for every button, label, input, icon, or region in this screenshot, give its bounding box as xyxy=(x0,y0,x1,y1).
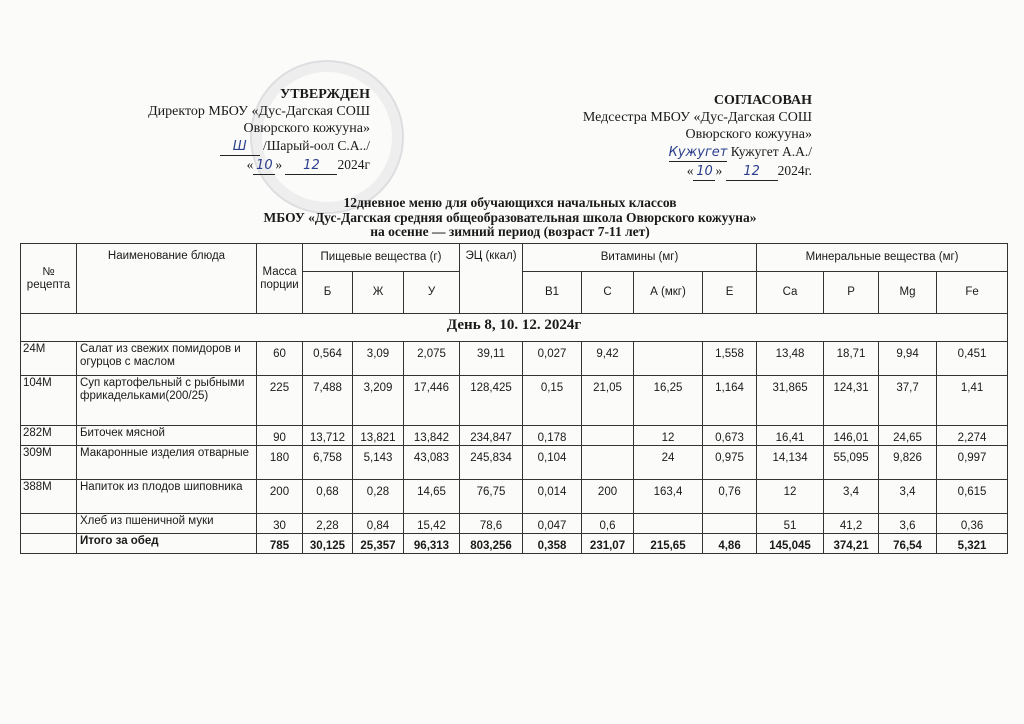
subheader-cell: Са xyxy=(757,272,824,314)
cell-b1: 0,104 xyxy=(523,446,582,480)
subheader-cell: С xyxy=(582,272,634,314)
cell-b: 6,758 xyxy=(303,446,353,480)
cell-u: 96,313 xyxy=(404,534,460,554)
recipe-code: 309М xyxy=(21,446,77,480)
cell-fe: 0,36 xyxy=(937,514,1008,534)
agreement-signature: Кужугет xyxy=(668,145,728,160)
cell-ec: 128,425 xyxy=(460,376,523,426)
subheader-cell: В1 xyxy=(523,272,582,314)
cell-mg: 76,54 xyxy=(879,534,937,554)
subheader-cell: Е xyxy=(703,272,757,314)
dish-name: Итого за обед xyxy=(77,534,257,554)
cell-b: 0,564 xyxy=(303,342,353,376)
cell-zh: 13,821 xyxy=(353,426,404,446)
cell-ec: 803,256 xyxy=(460,534,523,554)
cell-a: 12 xyxy=(634,426,703,446)
approval-signer-name: /Шарый-оол С.А../ xyxy=(263,138,370,153)
cell-fe: 0,615 xyxy=(937,480,1008,514)
cell-b1: 0,027 xyxy=(523,342,582,376)
cell-mass: 30 xyxy=(257,514,303,534)
agreement-org: Овюрского кожууна» xyxy=(685,127,812,142)
table-row xyxy=(21,426,1008,446)
recipe-code: 388М xyxy=(21,480,77,514)
cell-c: 200 xyxy=(582,480,634,514)
approval-org: Овюрского кожууна» xyxy=(243,121,370,136)
header-mass: Масса порции xyxy=(257,244,303,314)
cell-c xyxy=(582,446,634,480)
dish-name: Биточек мясной xyxy=(77,426,257,446)
cell-ca: 51 xyxy=(757,514,824,534)
agreement-position: Медсестра МБОУ «Дус-Дагская СОШ xyxy=(582,110,812,125)
cell-b: 13,712 xyxy=(303,426,353,446)
agreement-signature-line xyxy=(560,143,812,162)
dish-name: Напиток из плодов шиповника xyxy=(77,480,257,514)
recipe-code: 24М xyxy=(21,342,77,376)
cell-fe: 0,451 xyxy=(937,342,1008,376)
table-row xyxy=(21,446,1008,480)
cell-b1: 0,15 xyxy=(523,376,582,426)
agreement-date: « 10 » 12 2024г. xyxy=(686,163,812,179)
cell-p: 146,01 xyxy=(824,426,879,446)
table-row xyxy=(21,480,1008,514)
cell-ec: 234,847 xyxy=(460,426,523,446)
cell-ec: 78,6 xyxy=(460,514,523,534)
agreement-block xyxy=(560,92,812,181)
cell-p: 124,31 xyxy=(824,376,879,426)
cell-u: 15,42 xyxy=(404,514,460,534)
dish-name: Салат из свежих помидоров и огурцов с маслом xyxy=(77,342,257,376)
agreement-date-day: 10 xyxy=(693,163,715,181)
dish-name: Хлеб из пшеничной муки xyxy=(77,514,257,534)
cell-e: 0,673 xyxy=(703,426,757,446)
cell-p: 374,21 xyxy=(824,534,879,554)
cell-b1: 0,014 xyxy=(523,480,582,514)
cell-u: 17,446 xyxy=(404,376,460,426)
approval-heading: УТВЕРЖДЕН xyxy=(279,87,370,102)
approval-date: « 10 » 12 2024г xyxy=(246,157,370,173)
cell-zh: 3,209 xyxy=(353,376,404,426)
recipe-code xyxy=(21,514,77,534)
subheader-cell: Fe xyxy=(937,272,1008,314)
menu-table xyxy=(20,243,1008,554)
total-row xyxy=(21,534,1008,554)
cell-b: 0,68 xyxy=(303,480,353,514)
cell-b: 30,125 xyxy=(303,534,353,554)
cell-zh: 0,28 xyxy=(353,480,404,514)
cell-ca: 16,41 xyxy=(757,426,824,446)
cell-ca: 14,134 xyxy=(757,446,824,480)
cell-a: 24 xyxy=(634,446,703,480)
cell-mg: 37,7 xyxy=(879,376,937,426)
cell-a xyxy=(634,342,703,376)
title-line-3: на осенне — зимний период (возраст 7-11 лет) xyxy=(370,224,650,239)
cell-p: 3,4 xyxy=(824,480,879,514)
document-title xyxy=(180,196,840,240)
table-row xyxy=(21,342,1008,376)
approval-position: Директор МБОУ «Дус-Дагская СОШ xyxy=(148,104,370,119)
cell-c xyxy=(582,426,634,446)
cell-c: 231,07 xyxy=(582,534,634,554)
cell-a: 215,65 xyxy=(634,534,703,554)
cell-e: 0,975 xyxy=(703,446,757,480)
cell-mg: 24,65 xyxy=(879,426,937,446)
approval-block xyxy=(110,86,370,175)
cell-ec: 245,834 xyxy=(460,446,523,480)
header-vitamins: Витамины (мг) xyxy=(523,244,757,272)
cell-b1: 0,178 xyxy=(523,426,582,446)
cell-ca: 31,865 xyxy=(757,376,824,426)
header-nutrients: Пищевые вещества (г) xyxy=(303,244,460,272)
agreement-heading: СОГЛАСОВАН xyxy=(713,93,812,108)
cell-c: 0,6 xyxy=(582,514,634,534)
subheader-cell: А (мкг) xyxy=(634,272,703,314)
approval-date-year: 2024г xyxy=(337,157,370,172)
table-row xyxy=(21,376,1008,426)
subheader-cell: Р xyxy=(824,272,879,314)
cell-u: 43,083 xyxy=(404,446,460,480)
cell-mg: 9,94 xyxy=(879,342,937,376)
cell-ca: 13,48 xyxy=(757,342,824,376)
cell-fe: 0,997 xyxy=(937,446,1008,480)
cell-mass: 90 xyxy=(257,426,303,446)
recipe-code: 282М xyxy=(21,426,77,446)
subheader-cell: У xyxy=(404,272,460,314)
title-line-2: МБОУ «Дус-Дагская средняя общеобразовательная школа Овюрского кожууна» xyxy=(263,209,757,225)
cell-ec: 76,75 xyxy=(460,480,523,514)
cell-c: 21,05 xyxy=(582,376,634,426)
cell-e: 4,86 xyxy=(703,534,757,554)
cell-zh: 25,357 xyxy=(353,534,404,554)
title-line-1: 12дневное меню для обучающихся начальных классов xyxy=(343,195,677,210)
approval-date-month: 12 xyxy=(285,157,337,175)
subheader-cell: Mg xyxy=(879,272,937,314)
cell-e: 1,164 xyxy=(703,376,757,426)
dish-name: Суп картофельный с рыбными фрикадельками(200/25) xyxy=(77,376,257,426)
subheader-cell: Б xyxy=(303,272,353,314)
header-dish: Наименование блюда xyxy=(77,244,257,314)
cell-b: 7,488 xyxy=(303,376,353,426)
header-minerals: Минеральные вещества (мг) xyxy=(757,244,1008,272)
cell-zh: 5,143 xyxy=(353,446,404,480)
cell-mass: 785 xyxy=(257,534,303,554)
day-label: День 8, 10. 12. 2024г xyxy=(21,314,1008,342)
cell-u: 2,075 xyxy=(404,342,460,376)
cell-mg: 3,4 xyxy=(879,480,937,514)
approval-date-day: 10 xyxy=(253,157,275,175)
dish-name: Макаронные изделия отварные xyxy=(77,446,257,480)
cell-a: 16,25 xyxy=(634,376,703,426)
cell-b1: 0,358 xyxy=(523,534,582,554)
cell-ca: 12 xyxy=(757,480,824,514)
cell-fe: 2,274 xyxy=(937,426,1008,446)
cell-mass: 60 xyxy=(257,342,303,376)
cell-u: 14,65 xyxy=(404,480,460,514)
agreement-date-month: 12 xyxy=(726,163,778,181)
approval-signature: Ш xyxy=(220,138,260,156)
cell-e: 0,76 xyxy=(703,480,757,514)
cell-ec: 39,11 xyxy=(460,342,523,376)
header-recipe: № рецепта xyxy=(21,244,77,314)
agreement-date-year: 2024г. xyxy=(777,163,812,178)
cell-fe: 1,41 xyxy=(937,376,1008,426)
subheader-cell: Ж xyxy=(353,272,404,314)
cell-mass: 200 xyxy=(257,480,303,514)
cell-mg: 9,826 xyxy=(879,446,937,480)
cell-e xyxy=(703,514,757,534)
agreement-signer-name: Кужугет А.А./ xyxy=(730,144,812,159)
approval-signature-line xyxy=(110,137,370,156)
cell-mass: 225 xyxy=(257,376,303,426)
cell-b: 2,28 xyxy=(303,514,353,534)
recipe-code: 104М xyxy=(21,376,77,426)
cell-fe: 5,321 xyxy=(937,534,1008,554)
cell-p: 41,2 xyxy=(824,514,879,534)
cell-a: 163,4 xyxy=(634,480,703,514)
cell-u: 13,842 xyxy=(404,426,460,446)
cell-e: 1,558 xyxy=(703,342,757,376)
cell-zh: 0,84 xyxy=(353,514,404,534)
header-energy: ЭЦ (ккал) xyxy=(460,244,523,314)
cell-mass: 180 xyxy=(257,446,303,480)
cell-p: 55,095 xyxy=(824,446,879,480)
cell-a xyxy=(634,514,703,534)
cell-ca: 145,045 xyxy=(757,534,824,554)
table-row xyxy=(21,514,1008,534)
recipe-code xyxy=(21,534,77,554)
cell-p: 18,71 xyxy=(824,342,879,376)
cell-mg: 3,6 xyxy=(879,514,937,534)
cell-b1: 0,047 xyxy=(523,514,582,534)
cell-c: 9,42 xyxy=(582,342,634,376)
cell-zh: 3,09 xyxy=(353,342,404,376)
